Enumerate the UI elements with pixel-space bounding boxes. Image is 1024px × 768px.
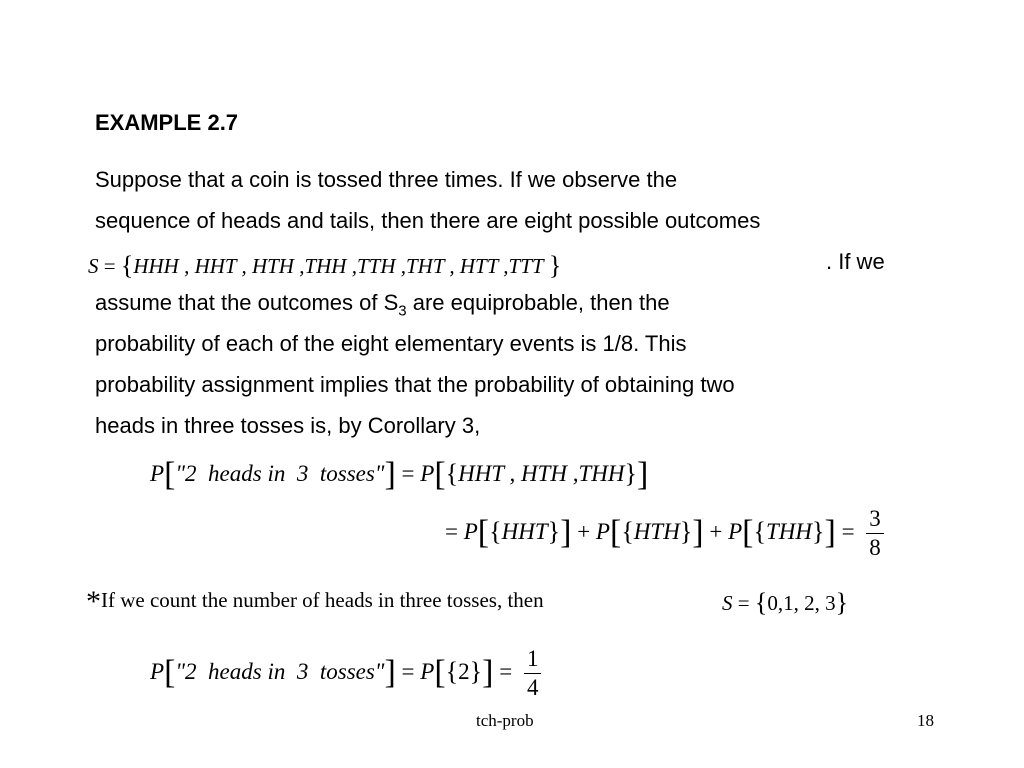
equals-sign: = (103, 254, 116, 278)
plus-sign: + (577, 518, 591, 544)
right-brace: } (469, 656, 483, 686)
outcome-value: HTH (633, 518, 680, 544)
equals-sign: = (737, 591, 750, 615)
right-bracket: ] (637, 456, 649, 493)
paragraph-line: Suppose that a coin is tossed three times. If we observe the (95, 167, 678, 192)
fraction-denominator: 4 (526, 675, 539, 700)
outcome-set: HHT , HTH ,THH (458, 461, 625, 486)
equation-3 (150, 645, 541, 702)
equals-sign: = (445, 518, 458, 544)
right-brace: } (547, 516, 561, 546)
footer-label: tch-prob (476, 711, 534, 730)
asterisk: * (86, 585, 101, 618)
left-bracket: [ (164, 456, 176, 493)
right-brace: } (812, 516, 825, 546)
event-text: "2 heads in 3 tosses" (175, 658, 385, 684)
right-brace: } (624, 459, 638, 488)
note-line (86, 585, 544, 619)
left-brace: { (621, 516, 634, 546)
prob-symbol: P (728, 518, 743, 544)
prob-symbol: P (150, 658, 165, 684)
right-bracket: ] (824, 513, 836, 551)
note-text: If we count the number of heads in three tosses, then (101, 588, 544, 612)
equals-sign: = (841, 518, 855, 544)
paragraph-text: assume that the outcomes of S (95, 290, 399, 315)
paragraph-text: are equiprobable, then the (406, 290, 670, 315)
right-bracket: ] (482, 653, 494, 691)
left-brace: { (445, 459, 459, 488)
plus-sign: + (709, 518, 723, 544)
outcome-value: HHT (501, 518, 548, 544)
paragraph-line: heads in three tosses is, by Corollary 3, (95, 413, 481, 438)
prob-symbol: P (150, 461, 165, 486)
left-brace: { (489, 516, 502, 546)
fraction-numerator: 3 (866, 505, 884, 534)
outcome-value: 2 (458, 658, 470, 684)
fraction (866, 505, 884, 562)
right-brace: } (835, 588, 849, 617)
left-brace: { (754, 588, 768, 617)
paragraph-line (95, 289, 670, 325)
fraction-numerator: 1 (524, 645, 542, 674)
equals-sign: = (401, 658, 415, 684)
event-text: "2 heads in 3 tosses" (175, 461, 385, 486)
left-bracket: [ (477, 513, 490, 551)
outcome-list: HHH , HHT , HTH ,THH ,TTH ,THT , HTT ,TTT (133, 254, 544, 278)
equation-2 (445, 505, 884, 562)
left-bracket: [ (742, 513, 754, 551)
set-values: 0,1, 2, 3 (767, 591, 836, 615)
paragraph-line: . If we (826, 249, 885, 274)
fraction (524, 645, 542, 702)
set-symbol: S (88, 254, 99, 278)
left-brace: { (753, 516, 766, 546)
right-brace: } (679, 516, 693, 546)
right-bracket: ] (692, 513, 704, 551)
left-bracket: [ (434, 653, 446, 691)
prob-symbol: P (420, 461, 435, 486)
set-symbol: S (722, 591, 733, 615)
equals-sign: = (401, 461, 415, 486)
page-number: 18 (917, 711, 934, 730)
right-bracket: ] (384, 653, 396, 691)
equation-1 (150, 458, 648, 492)
equals-sign: = (499, 658, 513, 684)
left-bracket: [ (434, 456, 446, 493)
paragraph-line: probability assignment implies that the probability of obtaining two (95, 372, 735, 397)
prob-symbol: P (420, 658, 435, 684)
left-bracket: [ (609, 513, 622, 551)
heads-count-set (722, 588, 848, 618)
right-brace: } (548, 251, 562, 280)
paragraph-line: probability of each of the eight elementary events is 1/8. This (95, 331, 687, 356)
prob-symbol: P (463, 518, 478, 544)
left-brace: { (445, 656, 459, 686)
paragraph-line: sequence of heads and tails, then there are eight possible outcomes (95, 208, 761, 233)
prob-symbol: P (595, 518, 610, 544)
right-bracket: ] (560, 513, 572, 551)
left-bracket: [ (164, 653, 176, 691)
fraction-denominator: 8 (869, 535, 881, 560)
subscript: 3 (398, 302, 407, 320)
left-brace: { (120, 251, 134, 280)
outcome-value: THH (765, 518, 812, 544)
right-bracket: ] (384, 456, 396, 493)
sample-space-formula (88, 251, 561, 281)
slide-heading: EXAMPLE 2.7 (95, 110, 239, 135)
